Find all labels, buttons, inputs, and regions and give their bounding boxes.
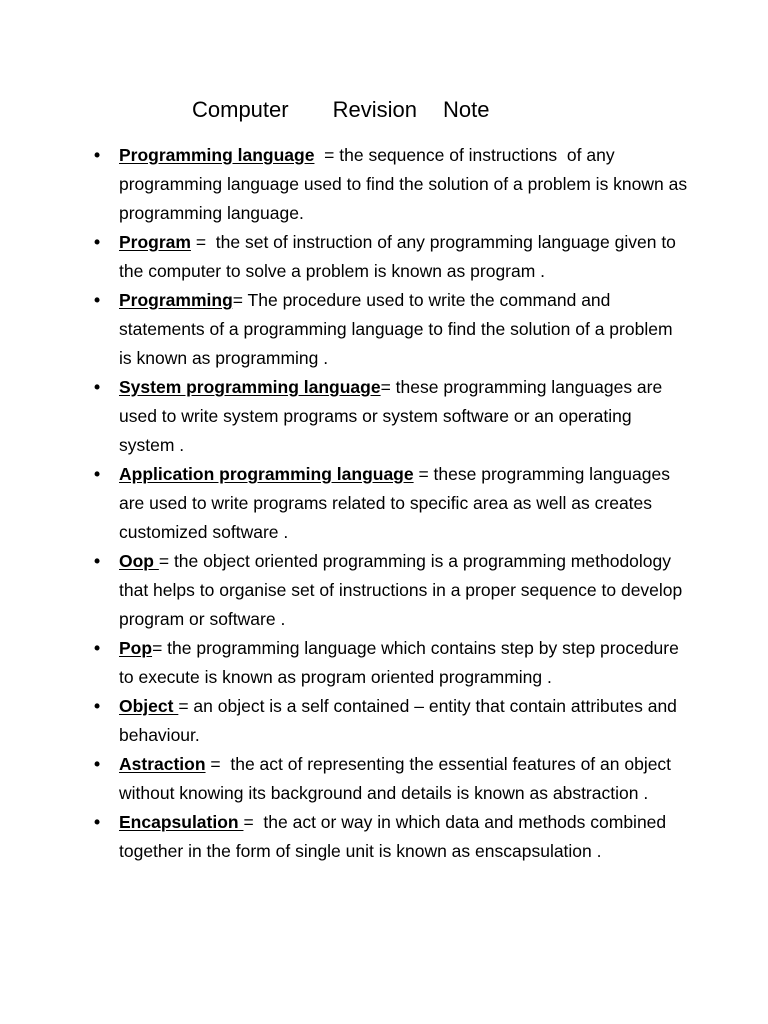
note-term: Astraction [119,754,206,774]
bullet-icon: • [94,754,101,774]
bullet-icon: • [94,145,101,165]
note-term: Oop [119,551,159,571]
bullet-icon: • [94,232,101,252]
note-definition: = these programming languages are used to write programs related to specific area as well as creates customized software . [119,464,675,542]
note-term: Encapsulation [119,812,244,832]
list-item [0,373,768,460]
list-item [0,634,768,692]
note-term: Pop [119,638,153,658]
notes-list [0,141,768,866]
bullet-icon: • [94,638,101,658]
note-term: Program [119,232,191,252]
note-definition: = The procedure used to write the command and statements of a programming language to find the solution of a problem is known as programming . [119,290,678,368]
note-term: Application programming language [119,464,414,484]
bullet-icon: • [94,464,101,484]
bullet-icon: • [94,377,101,397]
title-word: Computer [192,97,289,122]
bullet-icon: • [94,551,101,571]
bullet-icon: • [94,290,101,310]
note-definition: = the act or way in which data and methods combined together in the form of single unit is known as enscapsulation . [119,812,672,861]
page-title [192,95,489,125]
note-definition: = these programming languages are used to write system programs or system software or an operating system . [119,377,668,455]
note-definition: = the act of representing the essential features of an object without knowing its background and details is known as abstraction . [119,754,676,803]
note-definition: = the set of instruction of any programming language given to the computer to solve a problem is known as program . [119,232,681,281]
note-term: Programming language [119,145,315,165]
list-item [0,808,768,866]
note-definition: = the programming language which contains step by step procedure to execute is known as program oriented programming . [119,638,679,687]
note-definition: = an object is a self contained – entity that contain attributes and behaviour. [119,696,677,745]
title-word: Revision [332,97,417,122]
note-definition: = the object oriented programming is a programming methodology that helps to organise set of instructions in a proper sequence to develop program or software . [119,551,683,629]
bullet-icon: • [94,696,101,716]
list-item [0,460,768,547]
list-item [0,547,768,634]
list-item [0,286,768,373]
note-term: Programming [119,290,233,310]
bullet-icon: • [94,812,101,832]
list-item [0,228,768,286]
title-word: Note [442,97,490,122]
list-item [0,750,768,808]
note-definition: = the sequence of instructions of any programming language used to find the solution of a problem is known as programming language. [119,145,692,223]
note-term: System programming language [119,377,381,397]
list-item [0,141,768,228]
list-item [0,692,768,750]
note-term: Object [119,696,179,716]
